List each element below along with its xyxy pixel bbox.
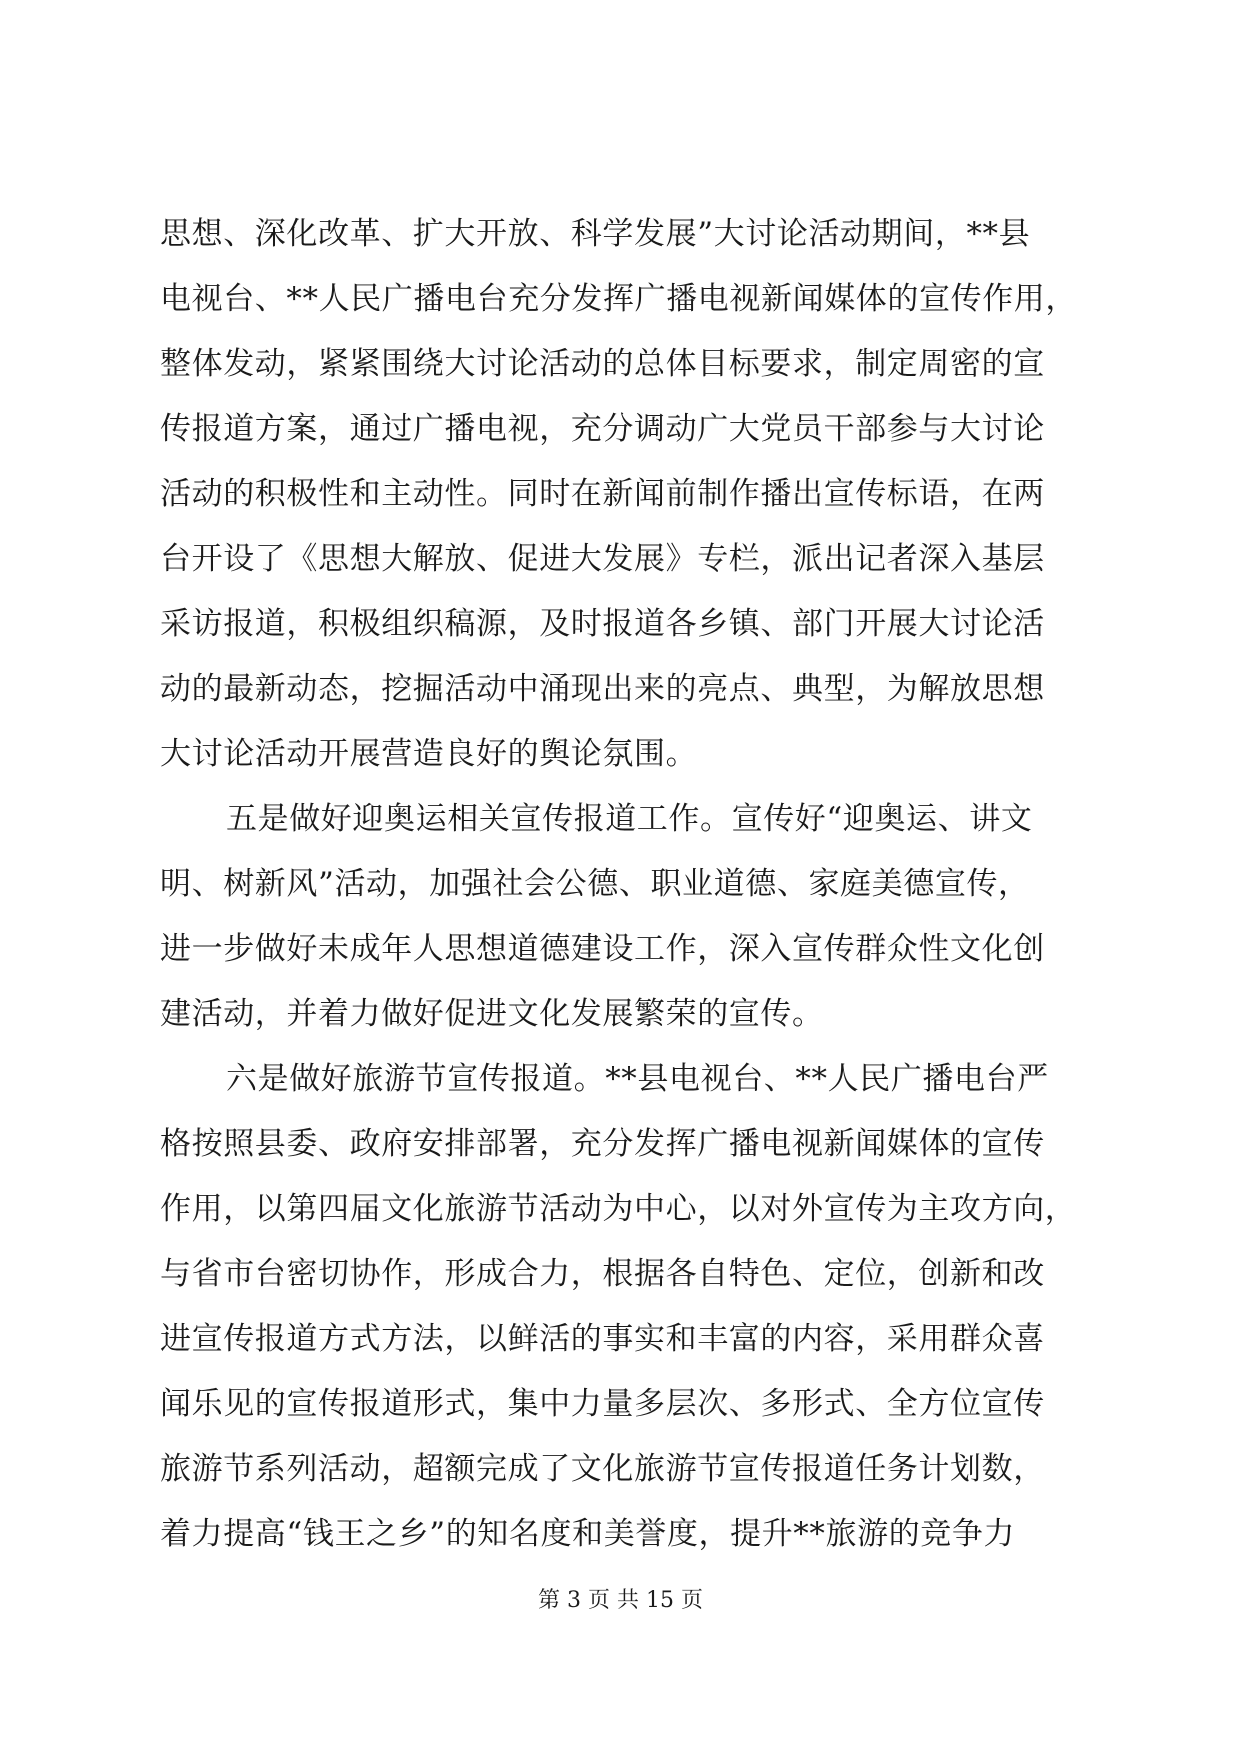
paragraph-first-line: 五是做好迎奥运相关宣传报道工作。宣传好“迎奥运、讲文 bbox=[226, 801, 1033, 837]
text-line: 与省市台密切协作，形成合力，根据各自特色、定位，创新和改 bbox=[160, 1256, 1045, 1292]
text-line: 旅游节系列活动，超额完成了文化旅游节宣传报道任务计划数， bbox=[160, 1451, 1045, 1487]
page-number-footer: 第 3 页 共 15 页 bbox=[538, 1588, 703, 1613]
text-line: 作用，以第四届文化旅游节活动为中心，以对外宣传为主攻方向， bbox=[160, 1191, 1077, 1227]
paragraph-first-line: 六是做好旅游节宣传报道。**县电视台、**人民广播电台严 bbox=[226, 1061, 1049, 1097]
document-body bbox=[160, 202, 1100, 1567]
text-line: 进一步做好未成年人思想道德建设工作，深入宣传群众性文化创 bbox=[160, 931, 1045, 967]
text-line: 格按照县委、政府安排部署，充分发挥广播电视新闻媒体的宣传 bbox=[160, 1126, 1045, 1162]
text-line: 进宣传报道方式方法，以鲜活的事实和丰富的内容，采用群众喜 bbox=[160, 1321, 1045, 1357]
text-line: 传报道方案，通过广播电视，充分调动广大党员干部参与大讨论 bbox=[160, 411, 1045, 447]
text-line: 整体发动，紧紧围绕大讨论活动的总体目标要求，制定周密的宣 bbox=[160, 346, 1045, 382]
text-line: 建活动，并着力做好促进文化发展繁荣的宣传。 bbox=[160, 996, 824, 1032]
text-line: 电视台、**人民广播电台充分发挥广播电视新闻媒体的宣传作用， bbox=[160, 281, 1077, 317]
text-line: 着力提高“钱王之乡”的知名度和美誉度，提升**旅游的竞争力 bbox=[160, 1516, 1016, 1552]
text-line: 明、树新风”活动，加强社会公德、职业道德、家庭美德宣传， bbox=[160, 866, 1030, 902]
text-line: 闻乐见的宣传报道形式，集中力量多层次、多形式、全方位宣传 bbox=[160, 1386, 1045, 1422]
text-line: 大讨论活动开展营造良好的舆论氛围。 bbox=[160, 736, 698, 772]
text-line: 活动的积极性和主动性。同时在新闻前制作播出宣传标语，在两 bbox=[160, 476, 1045, 512]
text-line: 采访报道，积极组织稿源，及时报道各乡镇、部门开展大讨论活 bbox=[160, 606, 1045, 642]
text-line: 思想、深化改革、扩大开放、科学发展”大讨论活动期间，**县 bbox=[160, 216, 1031, 252]
text-line: 台开设了《思想大解放、促进大发展》专栏，派出记者深入基层 bbox=[160, 541, 1045, 577]
text-line: 动的最新动态，挖掘活动中涌现出来的亮点、典型，为解放思想 bbox=[160, 671, 1045, 707]
